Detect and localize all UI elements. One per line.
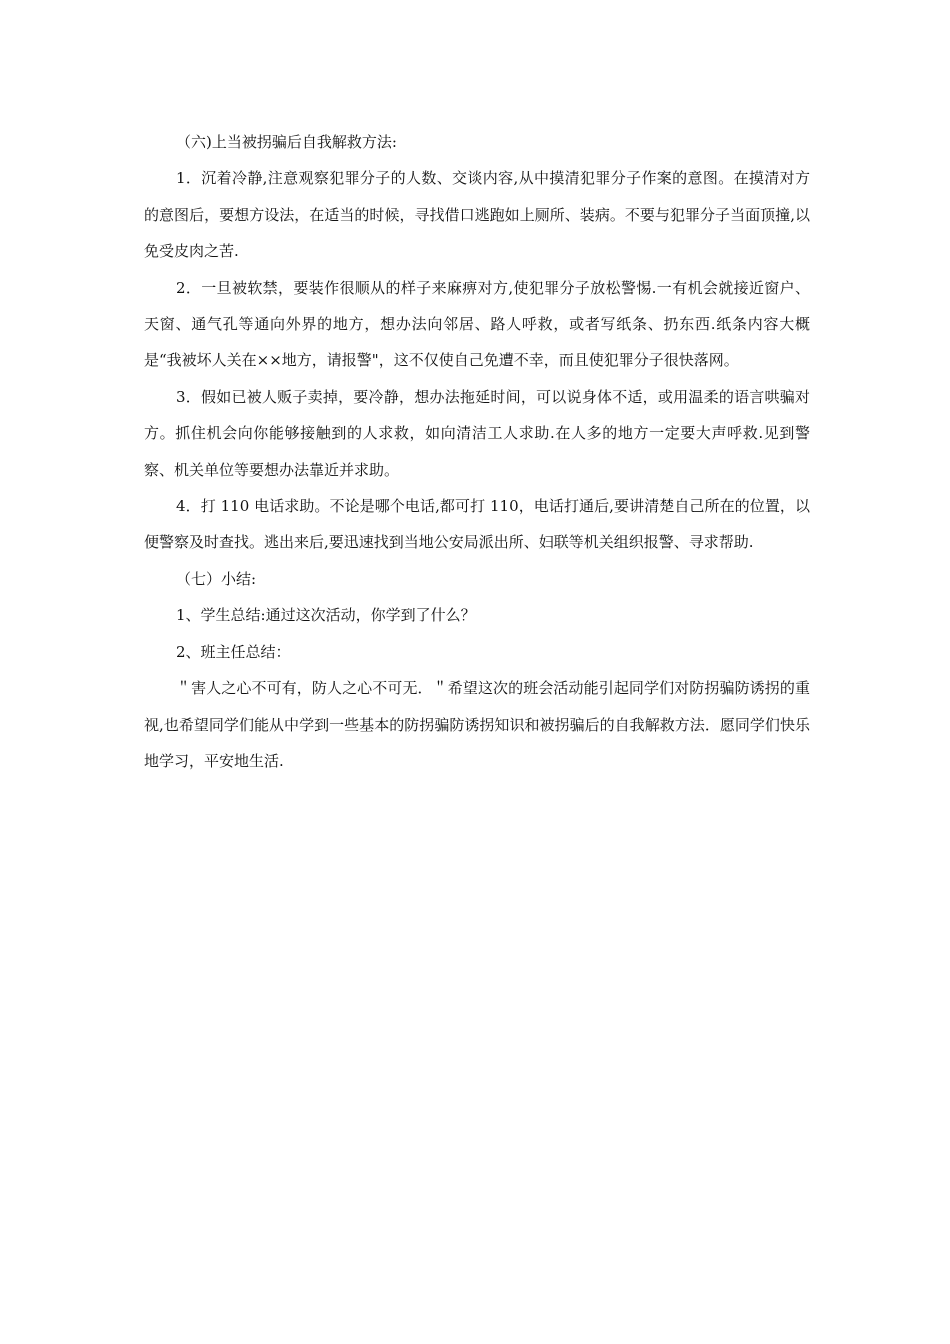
- section-heading-seven: （七）小结:: [176, 569, 257, 588]
- paragraph-item-2: 2．一旦被软禁，要装作很顺从的样子来麻痹对方,使犯罪分子放松警惕.一有机会就接近窗户、天窗、通气孔等通向外界的地方，想办法向邻居、路人呼救，或者写纸条、扔东西.纸条内容大概是“我被坏人关在××地方，请报警"，这不仅使自己免遭不幸，而且使犯罪分子很快落网。: [144, 278, 810, 370]
- document-body: [144, 124, 810, 779]
- section-heading-six: （六)上当被拐骗后自我解救方法:: [176, 133, 397, 151]
- paragraph-item-1: 1．沉着冷静,注意观察犯罪分子的人数、交谈内容,从中摸清犯罪分子作案的意图。在摸清对方的意图后，要想方设法，在适当的时候，寻找借口逃跑如上厕所、装病。不要与犯罪分子当面顶撞,以免受皮肉之苦.: [144, 169, 810, 261]
- closing-paragraph: ＂害人之心不可有，防人之心不可无．＂希望这次的班会活动能引起同学们对防拐骗防诱拐的重视,也希望同学们能从中学到一些基本的防拐骗防诱拐知识和被拐骗后的自我解救方法．愿同学们快乐地学习，平安地生活.: [144, 679, 810, 770]
- summary-item-2: 2、班主任总结：: [176, 642, 291, 661]
- paragraph-item-4: 4．打 110 电话求助。不论是哪个电话,都可打 110，电话打通后,要讲清楚自己所在的位置，以便警察及时查找。逃出来后,要迅速找到当地公安局派出所、妇联等机关组织报警、寻求帮助.: [144, 497, 810, 552]
- paragraph-item-3: 3．假如已被人贩子卖掉，要冷静，想办法拖延时间，可以说身体不适，或用温柔的语言哄骗对方。抓住机会向你能够接触到的人求救，如向清洁工人求助.在人多的地方一定要大声呼救.见到警察、机关单位等要想办法靠近并求助。: [144, 387, 810, 479]
- summary-item-1: 1、学生总结:通过这次活动，你学到了什么？: [176, 606, 476, 625]
